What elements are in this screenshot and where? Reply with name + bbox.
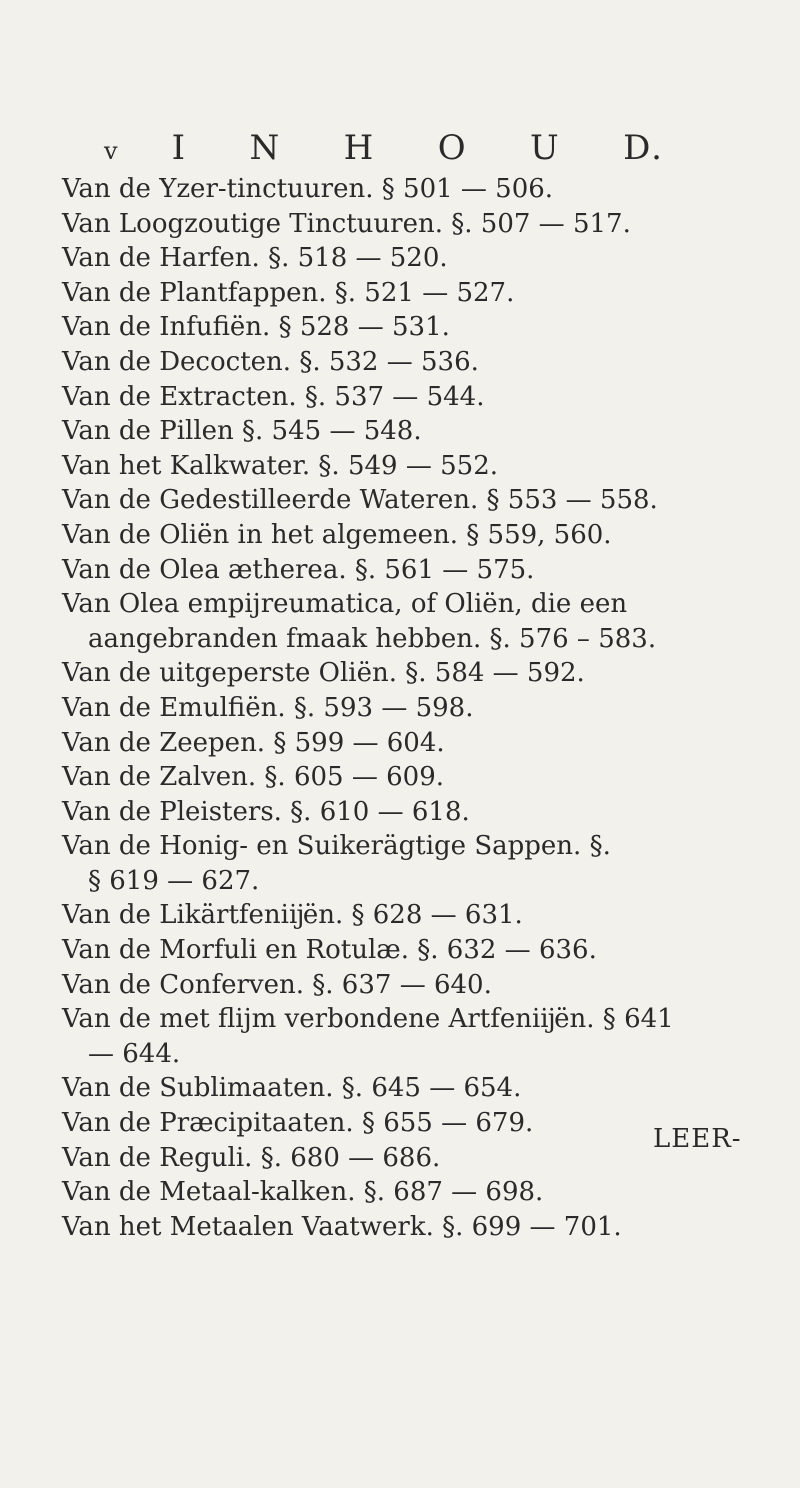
- toc-entry: Van de Reguli. §. 680 — 686.: [62, 1142, 441, 1173]
- toc-entry: Van de Extracten. §. 537 — 544.: [62, 381, 485, 412]
- toc-entry: Van het Metaalen Vaatwerk. §. 699 — 701.: [62, 1211, 622, 1242]
- title-letter: O: [437, 128, 468, 168]
- toc-entry: Van de Metaal-kalken. §. 687 — 698.: [62, 1177, 544, 1208]
- toc-entry: Van Loogzoutige Tinctuuren. §. 507 — 517.: [62, 208, 631, 239]
- toc-entry: Van de Emulfiën. §. 593 — 598.: [62, 692, 474, 723]
- page-header: [104, 128, 664, 168]
- toc-entry-continuation: aangebranden fmaak hebben. §. 576 – 583.: [88, 623, 657, 654]
- toc-entry: Van de Plantfappen. §. 521 — 527.: [62, 277, 515, 308]
- toc-entry: Van de Sublimaaten. §. 645 — 654.: [62, 1073, 522, 1104]
- toc-entry: Van de Præcipitaaten. § 655 — 679.: [62, 1108, 534, 1139]
- toc-entry: Van de Zalven. §. 605 — 609.: [62, 762, 445, 793]
- toc-entry: Van de Yzer-tinctuuren. § 501 — 506.: [62, 174, 554, 204]
- toc-entry: Van de Pillen §. 545 — 548.: [62, 416, 422, 447]
- title-letter: H: [343, 128, 376, 168]
- toc-entry: Van de Gedestilleerde Wateren. § 553 — 558.: [62, 485, 658, 516]
- toc-entry: Van Olea empijreumatica, of Oliën, die een: [62, 589, 628, 620]
- toc-entry: Van de Decocten. §. 532 — 536.: [62, 346, 479, 377]
- toc-entry: Van de Honig- en Suikerägtige Sappen. §.: [62, 831, 611, 862]
- toc-entry: Van de Likärtfeniĳën. § 628 — 631.: [62, 900, 523, 931]
- page-title: [172, 128, 664, 168]
- toc-entry: Van het Kalkwater. §. 549 — 552.: [62, 450, 499, 481]
- toc-entry: Van de uitgeperste Oliën. §. 584 — 592.: [62, 658, 585, 689]
- title-letter: D.: [623, 128, 664, 168]
- toc-entry: Van de Olea ætherea. §. 561 — 575.: [62, 554, 535, 585]
- title-letter: I: [171, 128, 187, 168]
- toc-entry: Van de Zeepen. § 599 — 604.: [62, 727, 445, 758]
- title-letter: U: [530, 128, 561, 168]
- title-letter: N: [249, 128, 282, 168]
- toc-entry-continuation: § 619 — 627.: [88, 865, 260, 896]
- toc-entry: Van de Oliën in het algemeen. § 559, 560.: [62, 519, 612, 550]
- toc-entry-continuation: — 644.: [88, 1038, 181, 1069]
- toc-entry: Van de Conferven. §. 637 — 640.: [62, 969, 492, 1000]
- toc-entry: Van de Pleisters. §. 610 — 618.: [62, 796, 470, 827]
- toc-entry: Van de Infufiën. § 528 — 531.: [62, 312, 450, 343]
- toc-entry: Van de Morfuli en Rotulæ. §. 632 — 636.: [62, 935, 597, 966]
- table-of-contents: [62, 172, 762, 1244]
- toc-entry: Van de Harfen. §. 518 — 520.: [62, 243, 448, 274]
- catchword: LEER-: [653, 1124, 742, 1154]
- signature-mark: v: [104, 137, 120, 165]
- toc-entry: Van de met flijm verbondene Artfeniĳën. § 641: [62, 1004, 674, 1035]
